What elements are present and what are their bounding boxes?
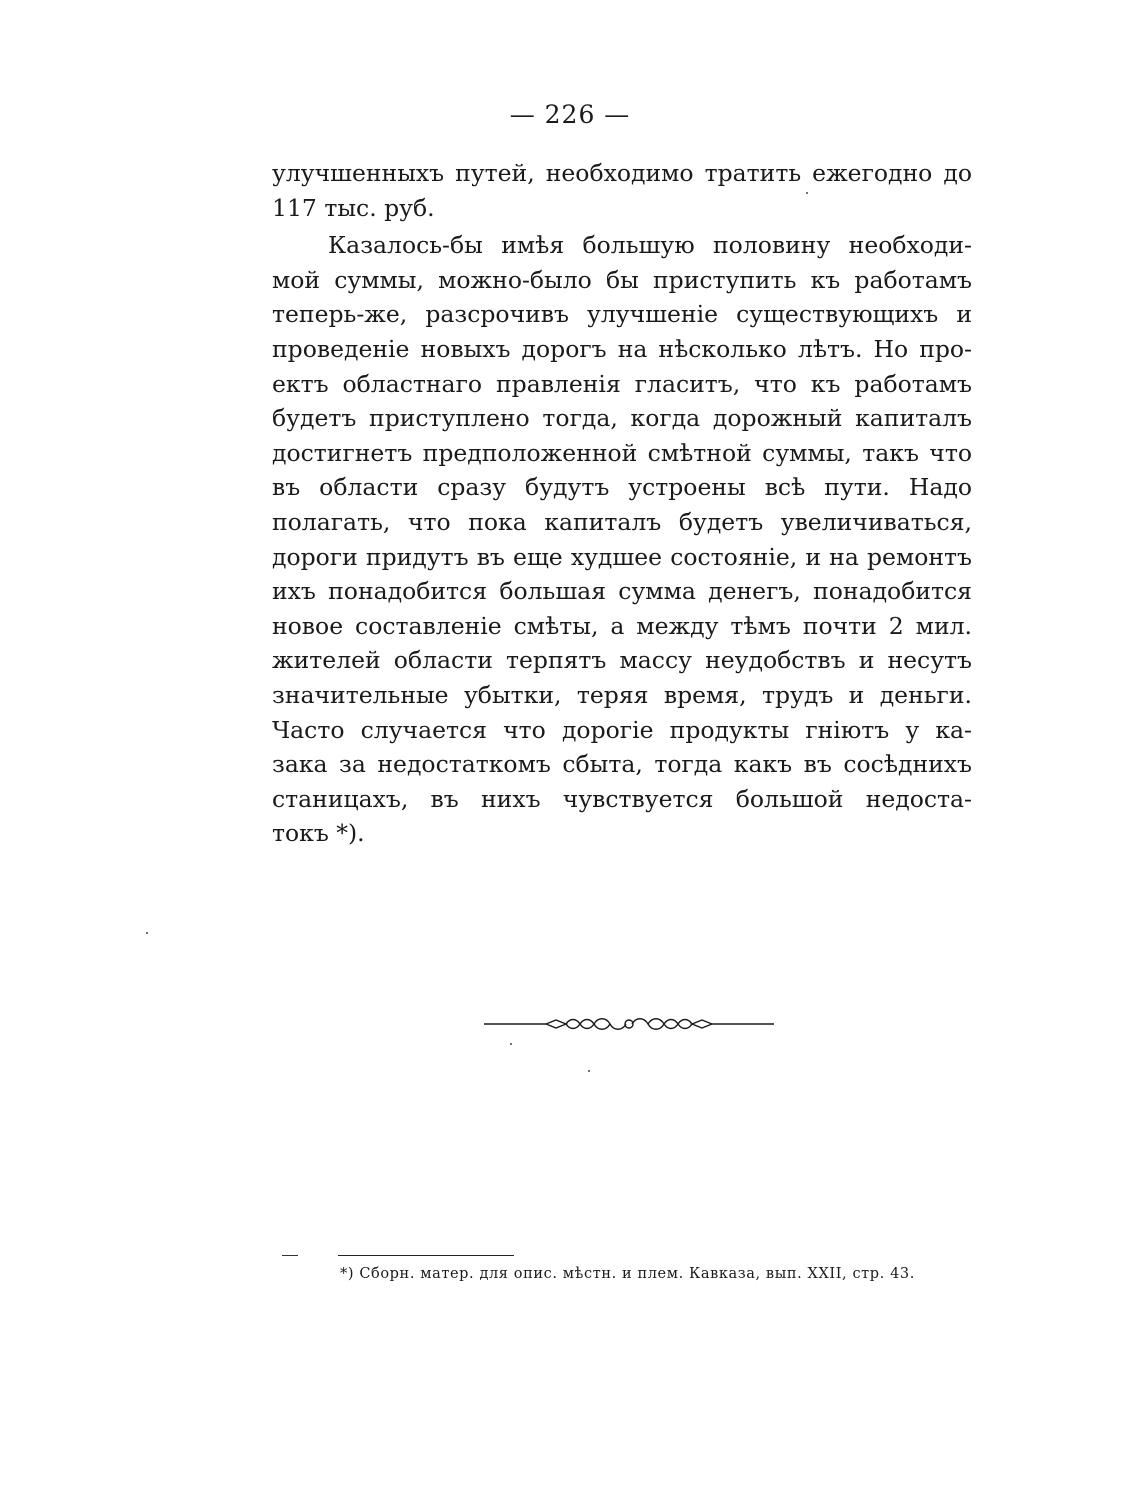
footnote-rule	[338, 1255, 514, 1256]
scan-speck	[146, 932, 148, 934]
text-line: Казалось-бы имѣя большую половину необходи-	[328, 231, 972, 260]
text-line: будетъ приступлено тогда, когда дорожный капиталъ	[272, 404, 972, 433]
scan-speck	[806, 192, 808, 194]
text-line: Часто случается что дорогіе продукты гніютъ у ка-	[272, 715, 972, 744]
text-line: полагать, что пока капиталъ будетъ увеличиваться,	[272, 507, 972, 536]
text-line: теперь-же, разсрочивъ улучшеніе существующихъ и	[272, 300, 972, 329]
text-line: достигнетъ предположенной смѣтной суммы, такъ что	[272, 438, 972, 467]
text-line: въ области сразу будутъ устроены всѣ пути. Надо	[272, 473, 972, 502]
text-line: станицахъ, въ нихъ чувствуется большой недоста-	[272, 784, 972, 813]
text-line: ихъ понадобится большая сумма денегъ, понадобится	[272, 577, 972, 606]
text-line: дороги придутъ въ еще худшее состояніе, и на ремонтъ	[272, 542, 972, 571]
body-text	[272, 156, 972, 851]
footnote: *) Сборн. матер. для опис. мѣстн. и плем. Кавказа, вып. XXII, стр. 43.	[340, 1266, 915, 1282]
text-line: улучшенныхъ путей, необходимо тратить ежегодно до	[272, 159, 972, 187]
page-number: — 226 —	[509, 100, 631, 129]
scan-speck	[510, 1043, 512, 1045]
decorative-divider	[484, 1010, 774, 1038]
text-line: ектъ областнаго правленія гласитъ, что къ работамъ	[272, 369, 972, 398]
text-line: жителей области терпятъ массу неудобствъ и несутъ	[272, 646, 972, 675]
text-line: мой суммы, можно-было бы приступить къ работамъ	[272, 265, 972, 294]
text-line: новое составленіе смѣты, а между тѣмъ почти 2 мил.	[272, 611, 972, 640]
text-line: зака за недостаткомъ сбыта, тогда какъ въ сосѣднихъ	[272, 750, 972, 779]
text-line: токъ *).	[272, 819, 365, 848]
text-line: 117 тыс. руб.	[272, 193, 435, 222]
text-line: проведеніе новыхъ дорогъ на нѣсколько лѣтъ. Но про-	[272, 334, 972, 363]
text-line: значительные убытки, теряя время, трудъ и деньги.	[272, 680, 972, 709]
scan-speck	[588, 1070, 590, 1072]
stray-mark	[282, 1255, 298, 1256]
